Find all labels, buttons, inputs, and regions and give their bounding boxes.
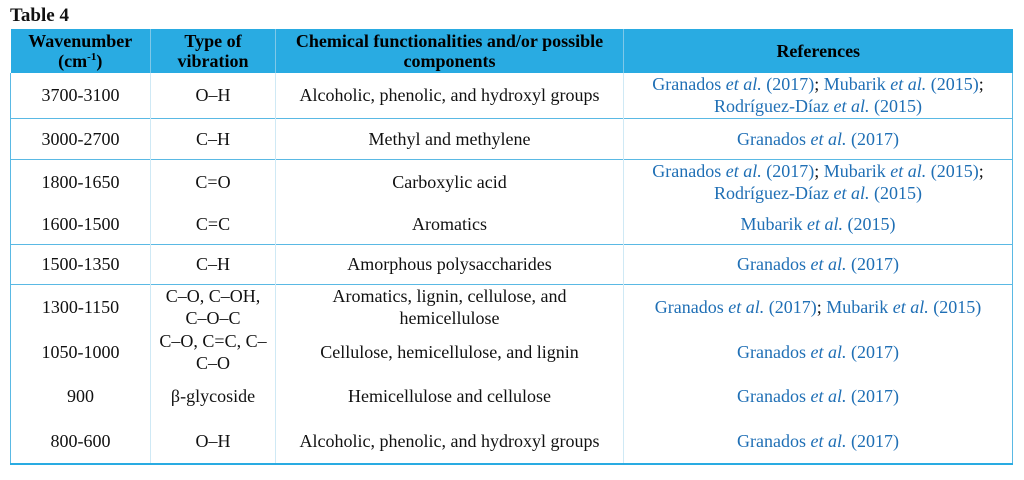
reference-link[interactable]: Granados et al. (2017) bbox=[737, 128, 899, 149]
cell-functionality: Alcoholic, phenolic, and hydroxyl groups bbox=[276, 418, 624, 464]
cell-vibration: C–O, C–OH, C–O–C bbox=[151, 284, 276, 330]
reference-link[interactable]: Mubarik et al. (2015) bbox=[823, 74, 979, 95]
cell-vibration: C–O, C=C, C–C–O bbox=[151, 330, 276, 374]
reference-link[interactable]: Granados et al. (2017) bbox=[652, 160, 815, 181]
cell-wavenumber: 1050-1000 bbox=[11, 330, 151, 374]
reference-link[interactable]: Granados et al. (2017) bbox=[654, 297, 817, 318]
cell-references: Granados et al. (2017); Mubarik et al. (2015) bbox=[624, 284, 1013, 330]
table-row bbox=[11, 73, 1013, 118]
cell-vibration: C–H bbox=[151, 118, 276, 159]
table-header-row bbox=[11, 29, 1013, 73]
cell-references bbox=[624, 118, 1013, 159]
cell-vibration: O–H bbox=[151, 418, 276, 464]
cell-vibration: C=O bbox=[151, 159, 276, 204]
cell-wavenumber: 900 bbox=[11, 374, 151, 418]
cell-functionality: Alcoholic, phenolic, and hydroxyl groups bbox=[276, 73, 624, 118]
reference-link[interactable]: Mubarik et al. (2015) bbox=[740, 213, 896, 234]
table-caption: Table 4 bbox=[10, 5, 69, 26]
table-row bbox=[11, 330, 1013, 374]
cell-vibration: O–H bbox=[151, 73, 276, 118]
cell-vibration: β-glycoside bbox=[151, 374, 276, 418]
cell-wavenumber: 1300-1150 bbox=[11, 284, 151, 330]
header-vibration: Type of vibration bbox=[151, 29, 276, 73]
table-row bbox=[11, 374, 1013, 418]
cell-wavenumber: 1500-1350 bbox=[11, 244, 151, 284]
cell-functionality: Aromatics, lignin, cellulose, and hemicellulose bbox=[276, 284, 624, 330]
ftir-table bbox=[10, 29, 1013, 465]
cell-wavenumber: 3700-3100 bbox=[11, 73, 151, 118]
table-row bbox=[11, 204, 1013, 244]
cell-references bbox=[624, 374, 1013, 418]
reference-link[interactable]: Granados et al. (2017) bbox=[737, 254, 899, 274]
reference-link[interactable]: Rodríguez-Díaz et al. (2015) bbox=[714, 182, 922, 203]
cell-functionality: Amorphous polysaccharides bbox=[276, 244, 624, 284]
reference-link[interactable]: Granados et al. (2017) bbox=[652, 74, 815, 95]
cell-references: Granados et al. (2017); Mubarik et al. (2015); Rodríguez-Díaz et al. (2015) bbox=[624, 159, 1013, 204]
table-row bbox=[11, 418, 1013, 464]
cell-references bbox=[624, 204, 1013, 244]
header-wavenumber: Wavenumber $(cm^{-1})$ bbox=[11, 29, 151, 73]
table-row bbox=[11, 159, 1013, 204]
table-row bbox=[11, 118, 1013, 159]
cell-functionality: Cellulose, hemicellulose, and lignin bbox=[276, 330, 624, 374]
cell-vibration: C=C bbox=[151, 204, 276, 244]
cell-functionality: Carboxylic acid bbox=[276, 159, 624, 204]
cell-vibration: C–H bbox=[151, 244, 276, 284]
reference-link[interactable]: Mubarik et al. (2015) bbox=[826, 297, 982, 318]
table-row bbox=[11, 244, 1013, 284]
reference-link[interactable]: Granados et al. (2017) bbox=[737, 430, 899, 451]
cell-references bbox=[624, 418, 1013, 464]
cell-references: Granados et al. (2017); Mubarik et al. (2015); Rodríguez-Díaz et al. (2015) bbox=[624, 73, 1013, 118]
reference-link[interactable]: Granados et al. (2017) bbox=[737, 386, 899, 406]
cell-wavenumber: 1800-1650 bbox=[11, 159, 151, 204]
cell-references bbox=[624, 330, 1013, 374]
reference-link[interactable]: Granados et al. (2017) bbox=[737, 342, 899, 362]
header-functionality: Chemical functionalities and/or possible components bbox=[276, 29, 624, 73]
header-references: References bbox=[624, 29, 1013, 73]
cell-functionality: Aromatics bbox=[276, 204, 624, 244]
cell-wavenumber: 800-600 bbox=[11, 418, 151, 464]
table-row bbox=[11, 284, 1013, 330]
cell-wavenumber: 1600-1500 bbox=[11, 204, 151, 244]
cell-wavenumber: 3000-2700 bbox=[11, 118, 151, 159]
cell-references bbox=[624, 244, 1013, 284]
reference-link[interactable]: Mubarik et al. (2015) bbox=[823, 160, 979, 181]
reference-link[interactable]: Rodríguez-Díaz et al. (2015) bbox=[714, 96, 922, 117]
cell-functionality: Hemicellulose and cellulose bbox=[276, 374, 624, 418]
cell-functionality: Methyl and methylene bbox=[276, 118, 624, 159]
